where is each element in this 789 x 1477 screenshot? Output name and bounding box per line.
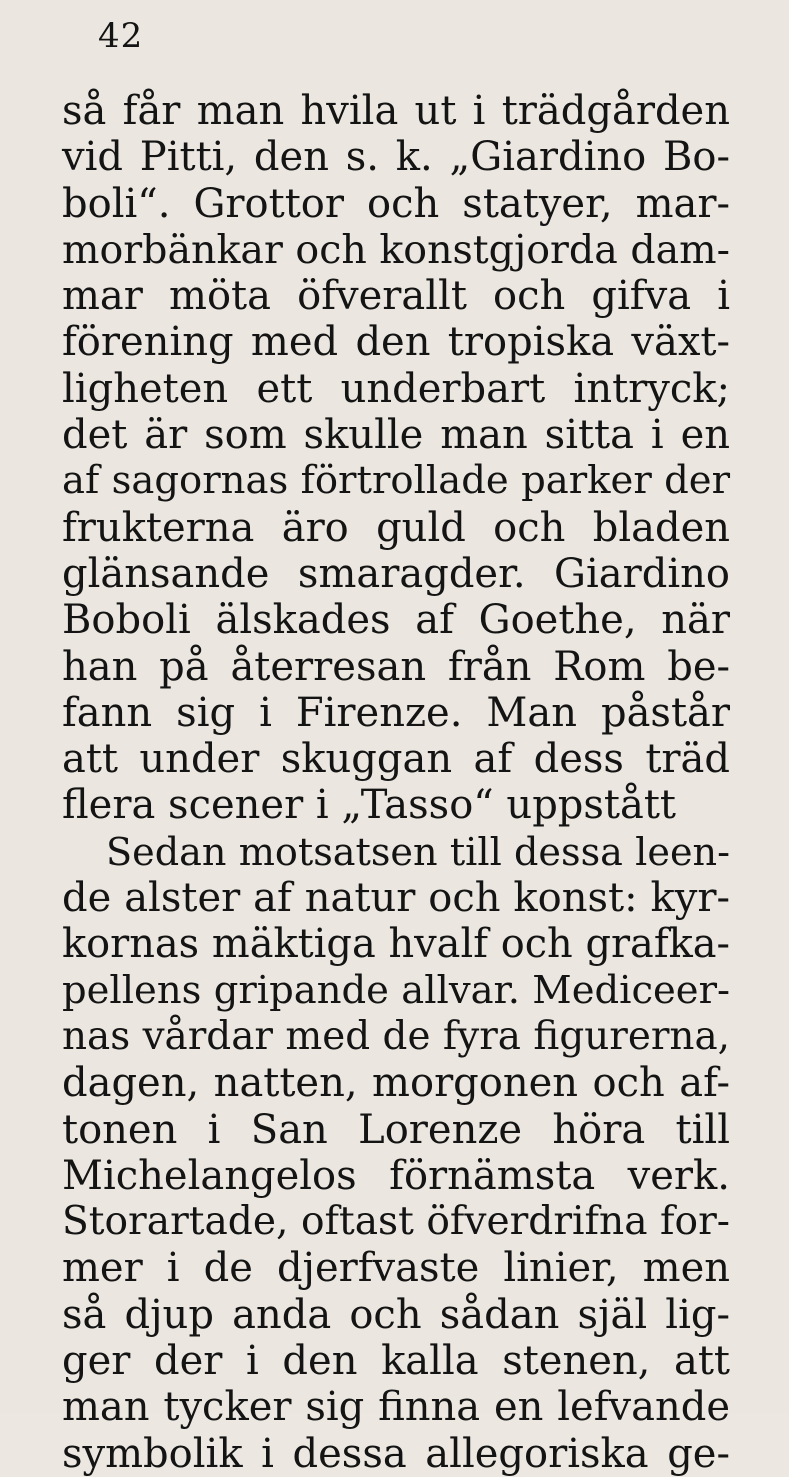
text-line: kornas mäktiga hvalf och grafka- (62, 921, 730, 968)
text-line: ligheten ett underbart intryck; (62, 365, 730, 412)
text-line: mar möta öfverallt och gifva i (62, 273, 730, 320)
text-line: att under skuggan af dess träd (62, 736, 730, 783)
text-line: nas vårdar med de fyra figurerna, (62, 1013, 730, 1059)
page-number: 42 (98, 16, 144, 56)
text-line: pellens gripande allvar. Mediceer- (62, 967, 730, 1013)
text-line: ger der i den kalla stenen, att (62, 1338, 730, 1385)
text-line: vid Pitti, den s. k. „Giardino Bo- (62, 134, 730, 181)
text-line: symbolik i dessa allegoriska ge- (62, 1430, 730, 1477)
text-line: glänsande smaragder. Giardino (62, 550, 730, 597)
body-text (62, 88, 730, 1477)
text-line: så djup anda och sådan själ lig- (62, 1291, 730, 1338)
text-line: frukterna äro guld och bladen (62, 504, 730, 551)
text-line: de alster af natur och konst: kyr- (62, 875, 730, 922)
text-line: fann sig i Firenze. Man påstår (62, 689, 730, 736)
paragraph-start-line: Sedan motsatsen till dessa leen- (106, 829, 730, 874)
text-line: man tycker sig finna en lefvande (62, 1384, 730, 1431)
text-line: han på återresan från Rom be- (62, 643, 730, 690)
paragraph-end-line: flera scener i „Tasso“ uppstått (62, 782, 677, 829)
text-line: så får man hvila ut i trädgården (62, 88, 730, 134)
text-line: tonen i San Lorenze höra till (62, 1106, 730, 1153)
text-line: Storartade, oftast öfverdrifna for- (62, 1199, 730, 1245)
text-line: boli“. Grottor och statyer, mar- (62, 180, 730, 227)
text-line: det är som skulle man sitta i en (62, 412, 730, 459)
text-line: Michelangelos förnämsta verk. (62, 1152, 730, 1199)
text-line: mer i de djerfvaste linier, men (62, 1245, 730, 1292)
text-line: morbänkar och konstgjorda dam- (62, 226, 731, 273)
text-line: dagen, natten, morgonen och af- (62, 1060, 730, 1107)
text-line: af sagornas förtrollade parker der (62, 458, 730, 504)
text-line: Boboli älskades af Goethe, när (62, 597, 730, 644)
text-line: förening med den tropiska växt- (62, 319, 730, 366)
